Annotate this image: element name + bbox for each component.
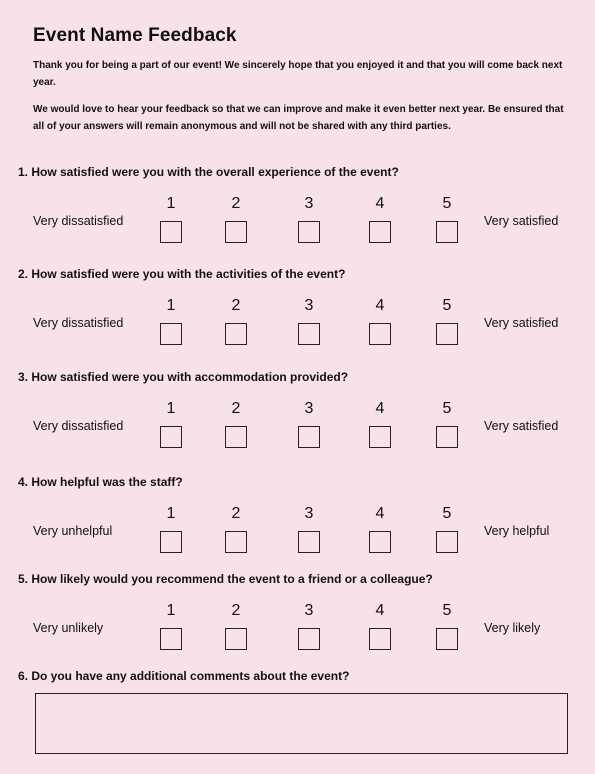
scale-high-label: Very satisfied <box>484 214 559 228</box>
rating-checkbox[interactable] <box>160 531 182 553</box>
rating-checkbox[interactable] <box>436 628 458 650</box>
intro-paragraph: We would love to hear your feedback so that we can improve and make it even better next year. Be ensured that all of your answers will remain anonymous and will not be shared with any third parties. <box>33 104 564 132</box>
scale-number: 3 <box>304 195 314 212</box>
rating-checkbox[interactable] <box>225 426 247 448</box>
comments-question: 6. Do you have any additional comments about the event? <box>18 669 350 683</box>
scale-number: 5 <box>442 195 452 212</box>
rating-checkbox[interactable] <box>298 323 320 345</box>
scale-number: 5 <box>442 297 452 314</box>
rating-checkbox[interactable] <box>298 628 320 650</box>
comments-field[interactable] <box>35 693 568 754</box>
question-text: 3. How satisfied were you with accommodation provided? <box>18 370 349 384</box>
rating-checkbox[interactable] <box>160 628 182 650</box>
question-text: 4. How helpful was the staff? <box>18 475 183 489</box>
scale-number: 1 <box>166 297 176 314</box>
scale-number: 1 <box>166 602 176 619</box>
intro-paragraph: Thank you for being a part of our event! We sincerely hope that you enjoyed it and that you will come back next year. <box>33 60 563 88</box>
scale-high-label: Very likely <box>484 621 541 635</box>
scale-high-label: Very satisfied <box>484 419 559 433</box>
scale-low-label: Very unhelpful <box>33 524 113 538</box>
scale-number: 1 <box>166 505 176 522</box>
rating-checkbox[interactable] <box>298 221 320 243</box>
scale-number: 4 <box>375 602 385 619</box>
scale-number: 2 <box>231 297 241 314</box>
scale-low-label: Very dissatisfied <box>33 419 124 433</box>
rating-checkbox[interactable] <box>225 628 247 650</box>
rating-checkbox[interactable] <box>436 426 458 448</box>
scale-number: 3 <box>304 400 314 417</box>
scale-number: 2 <box>231 195 241 212</box>
question-text: 5. How likely would you recommend the event to a friend or a colleague? <box>18 572 433 586</box>
rating-checkbox[interactable] <box>369 628 391 650</box>
rating-checkbox[interactable] <box>436 221 458 243</box>
scale-number: 5 <box>442 602 452 619</box>
scale-low-label: Very unlikely <box>33 621 104 635</box>
scale-number: 2 <box>231 400 241 417</box>
scale-number: 4 <box>375 400 385 417</box>
question-text: 1. How satisfied were you with the overall experience of the event? <box>18 165 399 179</box>
scale-number: 3 <box>304 505 314 522</box>
rating-checkbox[interactable] <box>160 221 182 243</box>
scale-number: 4 <box>375 195 385 212</box>
rating-checkbox[interactable] <box>369 323 391 345</box>
scale-number: 2 <box>231 505 241 522</box>
scale-number: 2 <box>231 602 241 619</box>
scale-number: 1 <box>166 400 176 417</box>
rating-checkbox[interactable] <box>160 426 182 448</box>
rating-checkbox[interactable] <box>225 323 247 345</box>
rating-checkbox[interactable] <box>298 531 320 553</box>
scale-high-label: Very satisfied <box>484 316 559 330</box>
scale-number: 3 <box>304 602 314 619</box>
scale-low-label: Very dissatisfied <box>33 214 124 228</box>
rating-checkbox[interactable] <box>225 221 247 243</box>
rating-checkbox[interactable] <box>160 323 182 345</box>
question-text: 2. How satisfied were you with the activities of the event? <box>18 267 346 281</box>
scale-number: 3 <box>304 297 314 314</box>
form-title: Event Name Feedback <box>33 25 237 46</box>
rating-checkbox[interactable] <box>369 426 391 448</box>
rating-checkbox[interactable] <box>298 426 320 448</box>
scale-number: 4 <box>375 297 385 314</box>
rating-checkbox[interactable] <box>436 531 458 553</box>
scale-number: 1 <box>166 195 176 212</box>
scale-number: 5 <box>442 400 452 417</box>
scale-low-label: Very dissatisfied <box>33 316 124 330</box>
rating-checkbox[interactable] <box>225 531 247 553</box>
rating-checkbox[interactable] <box>369 531 391 553</box>
scale-number: 5 <box>442 505 452 522</box>
rating-checkbox[interactable] <box>436 323 458 345</box>
scale-number: 4 <box>375 505 385 522</box>
rating-checkbox[interactable] <box>369 221 391 243</box>
scale-high-label: Very helpful <box>484 524 550 538</box>
